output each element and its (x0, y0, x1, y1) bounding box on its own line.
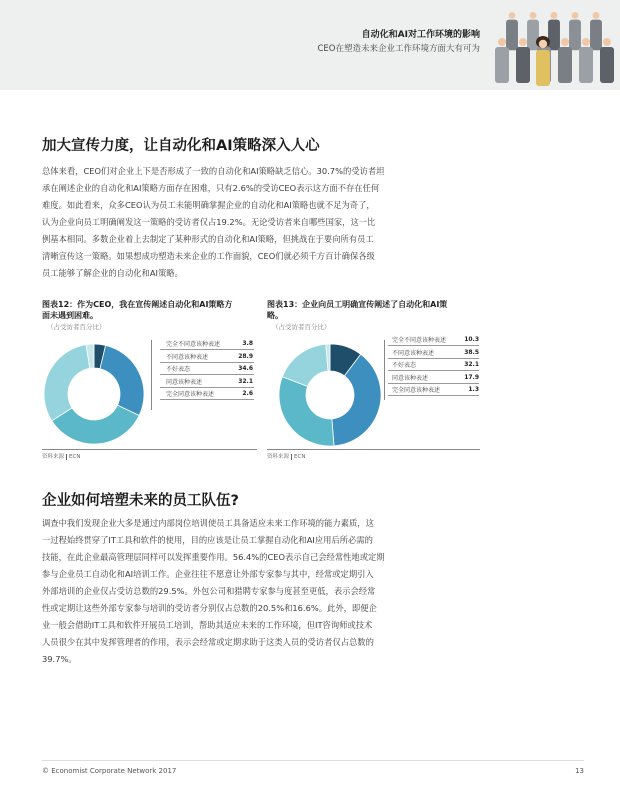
paragraph-line: 参与企业员工自动化和AI培训工作。企业往往不愿意让外部专家参与其中，经常或定期引入 (42, 569, 374, 579)
paragraph-line: 例基本相同。多数企业着上去制定了某种形式的自动化和AI策略，但挑战在于要向所有员工 (42, 234, 374, 244)
chart12-unit: （占受访者百分比） (47, 323, 106, 331)
chart13-title-line1: 图表13：企业向员工明确宣传阐述了自动化和AI策 (267, 300, 448, 309)
paragraph-line: 总体来看，CEO们对企业上下是否形成了一致的自动化和AI策略缺乏信心。30.7%的受访者坦 (42, 166, 385, 176)
chart13-source-label: 资料来源 (267, 454, 290, 460)
person-head-icon (561, 38, 569, 46)
person-body-icon (579, 47, 593, 83)
person-head-icon (530, 12, 537, 19)
legend-leader-line (388, 358, 479, 359)
person-head-icon (509, 12, 516, 19)
legend-leader-line (160, 399, 254, 400)
chart12-legend-rule (151, 340, 152, 410)
section2-heading: 企业如何培塑未来的员工队伍? (42, 493, 239, 509)
person-body-icon (600, 47, 614, 83)
legend-label: 不好表态 (166, 366, 191, 373)
legend-label: 完全不同意该种表述 (166, 341, 221, 348)
person-head-icon (498, 38, 506, 46)
legend-leader-line (388, 395, 479, 396)
legend-label: 不好表态 (392, 362, 417, 369)
legend-leader-line (160, 387, 254, 388)
legend-label: 完全不同意该种表述 (392, 337, 447, 344)
legend-leader-line (160, 374, 254, 375)
chart13-title-line2: 略。 (267, 311, 283, 320)
pie-slice (44, 345, 90, 421)
chart12-title-line2: 面未遇到困难。 (42, 311, 98, 320)
paragraph-line: 性或定期让这些外部专家参与培训的受访者分别仅占总数的20.5%和16.6%。此外，即便企 (42, 603, 377, 613)
paragraph-line: 员工能够了解企业的自动化和AI策略。 (42, 268, 183, 278)
data-label: 34.6 (238, 365, 253, 372)
chart13-unit: （占受访者百分比） (272, 323, 331, 331)
chart12-baseline (42, 449, 257, 450)
person-head-icon (593, 12, 600, 19)
person-body-icon (527, 20, 539, 51)
chart12-source-value: ECN (66, 454, 80, 460)
woman-dress-icon (536, 50, 550, 86)
header-title: 自动化和AI对工作环境的影响 (361, 30, 480, 40)
footer-divider (42, 760, 584, 761)
paragraph-line: 承在阐述企业的自动化和AI策略方面存在困难，只有2.6%的受访CEO表示这方面不存在任何 (42, 183, 380, 193)
legend-leader-line (160, 349, 254, 350)
legend-leader-line (388, 370, 479, 371)
legend-label: 不同意该种表述 (166, 353, 209, 361)
paragraph-line: 清晰宣传这一策略。如果想成功塑造未来企业的工作面貌，CEO们就必须千方百计确保各级 (42, 251, 375, 261)
paragraph-line: 一过程始终贯穿了IT工具和软件的使用，目的应该是让员工掌握自动化和AI应用后所必需的 (42, 535, 373, 545)
paragraph-line: 技能，在此企业最高管理层同样可以发挥重要作用。56.4%的CEO表示自己会经常性地或定期 (42, 552, 385, 562)
legend-leader-line (388, 383, 479, 384)
data-label: 3.8 (242, 340, 253, 347)
legend-leader-line (160, 362, 254, 363)
person-body-icon (590, 20, 602, 51)
legend-label: 同意该种表述 (166, 378, 203, 386)
legend-label: 不同意该种表述 (392, 349, 435, 357)
woman-face-icon (539, 40, 547, 48)
footer-copyright: © Economist Corporate Network 2017 (42, 767, 177, 775)
chart12-source (42, 452, 80, 460)
chart13-title (267, 299, 482, 321)
person-body-icon (506, 20, 518, 51)
chart13-legend-rule (384, 340, 385, 400)
paragraph-line: 外部培训的企业仅占受访总数的29.5%。外包公司和猎聘专家参与度甚至更低，表示会经常 (42, 586, 376, 596)
paragraph-line: 认为企业向员工明确阐发这一策略的受访者仅占19.2%。无论受访者来自哪些国家，这一比 (42, 217, 376, 227)
pie-slice (100, 345, 144, 415)
data-label: 32.1 (238, 377, 253, 385)
data-label: 38.5 (464, 348, 479, 356)
legend-leader-line (388, 345, 479, 346)
person-head-icon (582, 38, 590, 46)
chart13-source-value: ECN (291, 454, 305, 460)
person-body-icon (558, 47, 572, 83)
data-label: 1.3 (468, 386, 479, 393)
chart12-title (42, 299, 257, 321)
chart12-source-label: 资料来源 (42, 454, 65, 460)
person-head-icon (519, 38, 527, 46)
data-label: 28.9 (238, 352, 253, 360)
crowd-illustration (492, 4, 616, 90)
chart13-baseline (267, 449, 480, 450)
section1-heading: 加大宣传力度，让自动化和AI策略深入人心 (42, 138, 320, 154)
paragraph-line: 难度。如此看来，众多CEO认为员工未能明确掌握企业的自动化和AI策略也就不足为奇了， (42, 200, 375, 210)
paragraph-line: 人员很少在其中发挥管理者的作用，表示会经常或定期求助于这类人员的受访者仅占总数的 (42, 637, 374, 647)
data-label: 10.3 (464, 336, 479, 343)
page-number: 13 (575, 767, 584, 775)
person-body-icon (569, 20, 581, 51)
data-label: 2.6 (242, 390, 253, 397)
paragraph-line: 39.7%。 (42, 654, 77, 664)
legend-label: 同意该种表述 (392, 374, 429, 382)
section1-body (42, 163, 480, 282)
legend-label: 完全同意该种表述 (392, 387, 441, 394)
chart12-title-line1: 图表12：作为CEO，我在宣传阐述自动化和AI策略方 (42, 300, 233, 309)
pie-slice (279, 377, 334, 446)
person-head-icon (572, 12, 579, 19)
person-head-icon (603, 38, 611, 46)
paragraph-line: 业一般会借助IT工具和软件开展员工培训，帮助其适应未来的工作环境，但IT咨询师或技术 (42, 620, 373, 630)
chart13-source (267, 452, 305, 460)
header-subtitle: CEO在塑造未来企业工作环境方面大有可为 (317, 44, 480, 54)
chart13-plot (267, 330, 482, 455)
data-label: 32.1 (464, 361, 479, 368)
person-body-icon (495, 47, 509, 83)
section2-body (42, 515, 480, 668)
person-head-icon (551, 12, 558, 19)
person-body-icon (548, 20, 560, 51)
data-label: 17.9 (464, 373, 479, 381)
paragraph-line: 调查中我们发现企业大多是通过内部岗位培训使员工具备适应未来工作环境的能力素质，这 (42, 518, 374, 528)
legend-label: 完全同意该种表述 (166, 391, 215, 398)
person-body-icon (516, 47, 530, 83)
